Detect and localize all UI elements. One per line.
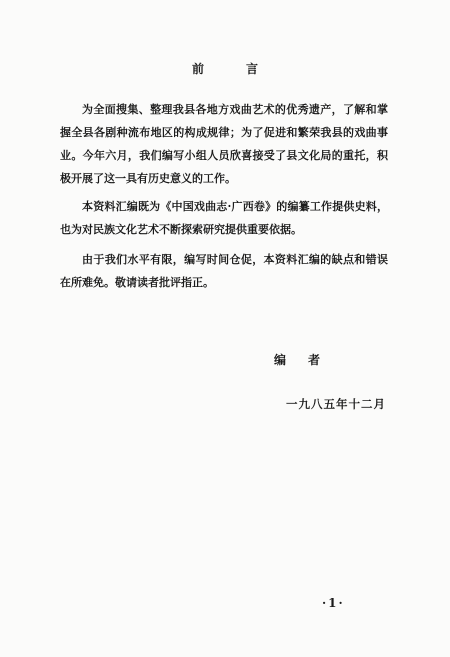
paragraph-2: 本资料汇编既为《中国戏曲志·广西卷》的编纂工作提供史料，也为对民族文化艺术不断探索研究提供重要依据。	[60, 200, 388, 236]
paragraph-1: 为全面搜集、整理我县各地方戏曲艺术的优秀遗产，了解和掌握全县各剧种流布地区的构成规律；为了促进和繁荣我县的戏曲事业。今年六月，我们编写小组人员欣喜接受了县文化局的重托，积极开展了这一具有历史意义的工作。	[60, 103, 388, 185]
date-line: 一九八五年十二月	[286, 397, 386, 411]
page-title: 前言	[191, 62, 300, 76]
page-number: ·1·	[322, 596, 345, 610]
paragraph-3: 由于我们水平有限，编写时间仓促，本资料汇编的缺点和错误在所难免。敬请读者批评指正。	[60, 253, 388, 289]
author-signature: 编者	[274, 353, 343, 367]
preface-body	[60, 98, 388, 299]
